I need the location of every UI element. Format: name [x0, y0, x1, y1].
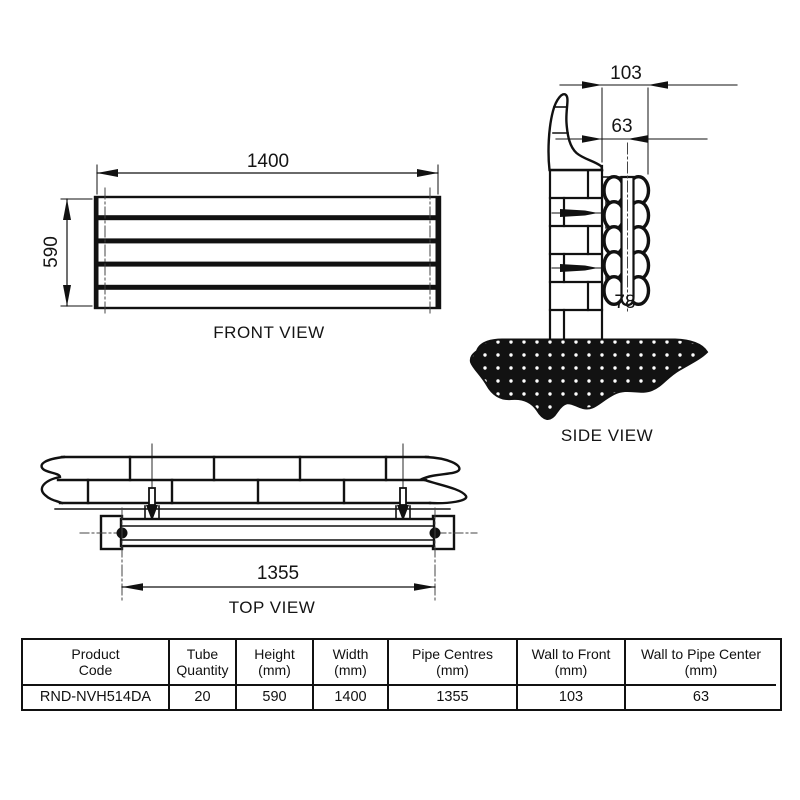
- cell-product-code: [23, 686, 170, 709]
- front-left-endcap: [95, 197, 99, 308]
- col-header-pipe-centres: [389, 640, 518, 686]
- front-tube-gap: [95, 238, 440, 243]
- front-radiator-body: [95, 197, 440, 308]
- wall-break-symbol: [549, 94, 602, 170]
- cell-pipe-centres: [389, 686, 518, 709]
- spec-table: [21, 638, 782, 711]
- header-line: Quantity: [176, 661, 229, 678]
- wall-to-front-value: 103: [558, 688, 584, 705]
- ground-hatch: [471, 339, 707, 419]
- wall-break-right: [422, 457, 466, 503]
- arrowhead: [414, 583, 435, 590]
- product-code-value: RND-NVH514DA: [39, 688, 152, 705]
- arrowhead: [122, 583, 143, 590]
- arrowhead: [417, 169, 438, 177]
- arrowhead: [582, 135, 602, 142]
- header-line: Wall to Pipe Center: [640, 646, 762, 662]
- front-dim-height: [41, 199, 92, 306]
- top-dim-pipe-centres: [122, 563, 435, 591]
- header-line: Product: [71, 646, 120, 662]
- wall-to-pipe-center-value: 63: [692, 688, 710, 705]
- arrowhead: [63, 285, 71, 306]
- front-right-endcap: [436, 197, 441, 308]
- header-line: (mm): [334, 661, 367, 678]
- col-header-wall-to-pipe-center: [626, 640, 776, 686]
- front-dim-width: [97, 151, 438, 194]
- header-line: Tube: [186, 646, 219, 662]
- top-view: [42, 444, 477, 617]
- cell-wall-to-pipe-center: [626, 686, 776, 709]
- header-line: Pipe Centres: [412, 646, 493, 662]
- side-pipe-block-label: 78: [614, 292, 636, 313]
- front-tube-gap: [95, 215, 440, 220]
- top-view-title: TOP VIEW: [228, 598, 316, 617]
- front-width-label: 1400: [246, 151, 290, 172]
- header-line: (mm): [258, 661, 291, 678]
- cell-width: [314, 686, 389, 709]
- pipe-centres-value: 1355: [436, 688, 469, 705]
- side-view: [471, 63, 737, 445]
- col-header-tube-quantity: [170, 640, 237, 686]
- header-line: Wall to Front: [531, 646, 611, 662]
- arrowhead: [63, 199, 71, 220]
- header-line: Code: [78, 661, 113, 678]
- height-value: 590: [262, 688, 287, 705]
- cell-height: [237, 686, 314, 709]
- side-wall-to-pipe-label: 63: [611, 116, 633, 137]
- front-view: [41, 151, 440, 342]
- tube-quantity-value: 20: [194, 688, 211, 705]
- col-header-wall-to-front: [518, 640, 626, 686]
- side-wall-section: [550, 166, 602, 340]
- header-line: Width: [332, 646, 369, 662]
- front-view-title: FRONT VIEW: [213, 323, 325, 342]
- front-tube-gap: [95, 262, 440, 267]
- side-dim-wall-to-pipe: [556, 116, 707, 143]
- cell-wall-to-front: [518, 686, 626, 709]
- col-header-height: [237, 640, 314, 686]
- side-wall-to-front-label: 103: [610, 63, 642, 84]
- side-view-title: SIDE VIEW: [560, 426, 654, 445]
- cell-tube-quantity: [170, 686, 237, 709]
- header-line: (mm): [554, 661, 588, 678]
- side-dim-wall-to-front: [560, 63, 737, 174]
- header-line: (mm): [684, 661, 718, 678]
- top-pipe-centres-label: 1355: [256, 563, 300, 584]
- arrowhead: [648, 81, 668, 88]
- col-header-width: [314, 640, 389, 686]
- arrowhead: [582, 81, 602, 88]
- col-header-product-code: [23, 640, 170, 686]
- front-tube-gap: [95, 285, 440, 290]
- width-value: 1400: [334, 688, 367, 705]
- front-height-label: 590: [41, 236, 62, 268]
- header-line: (mm): [436, 661, 469, 678]
- header-line: Height: [254, 646, 295, 662]
- arrowhead: [97, 169, 118, 177]
